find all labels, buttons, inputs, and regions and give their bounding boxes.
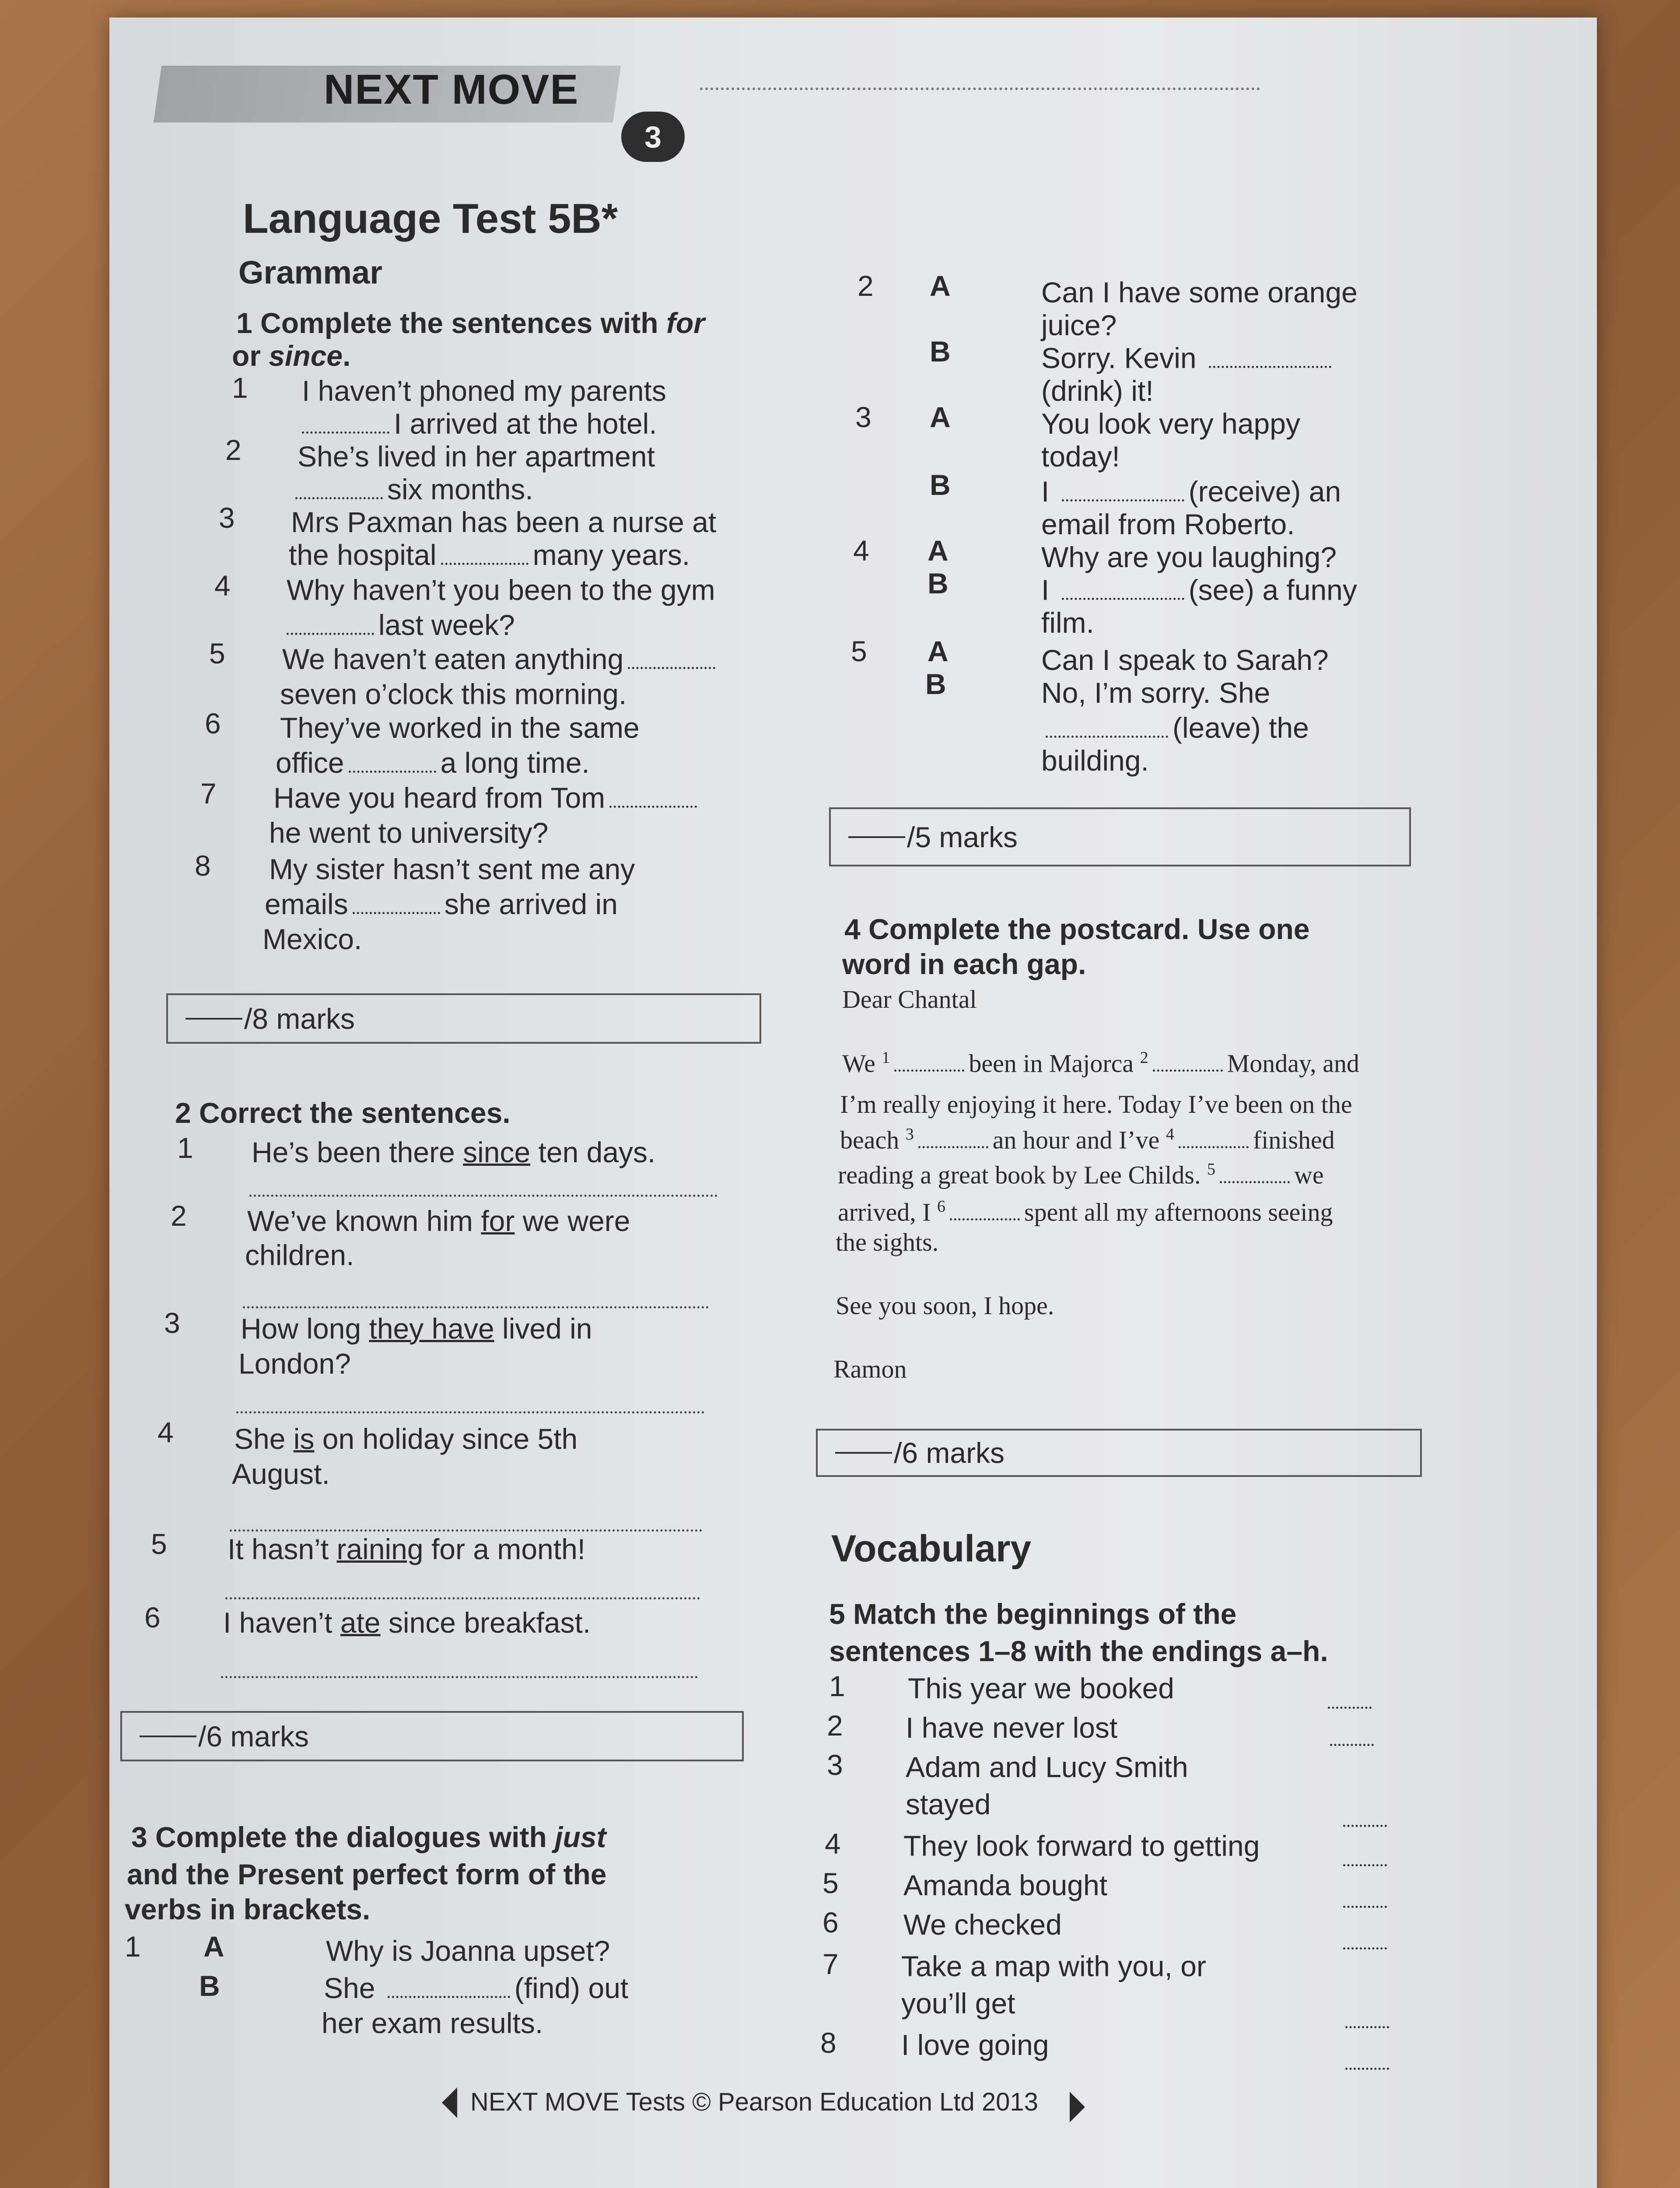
ex2-item-number: 2: [171, 1199, 187, 1232]
ex3-marks-box[interactable]: /5 marks: [829, 807, 1411, 866]
ex3-d1-b-line2: her exam results.: [322, 2007, 543, 2039]
footer-copyright: NEXT MOVE Tests © Pearson Education Ltd 2013: [470, 2088, 1038, 2116]
ex4-marks-box[interactable]: /6 marks: [816, 1429, 1422, 1477]
speaker-a-label: A: [930, 401, 951, 433]
ex3-d4-b-line1: I (see) a funny: [1041, 574, 1357, 606]
postcard-gap[interactable]: [1153, 1069, 1223, 1072]
answer-gap[interactable]: [1209, 366, 1331, 368]
speaker-a-label: A: [930, 270, 951, 302]
ex1-item-number: 6: [205, 707, 221, 740]
postcard-gap[interactable]: [1220, 1181, 1290, 1183]
ex2-answer-line[interactable]: [225, 1597, 700, 1599]
answer-gap[interactable]: [295, 497, 383, 499]
postcard-line-4: reading a great book by Lee Childs. $^5$ we: [838, 1160, 1324, 1189]
ex5-item-2: I have never lost: [906, 1711, 1118, 1744]
postcard-gap[interactable]: [894, 1069, 964, 1072]
ex3-dialogue-number: 4: [853, 534, 869, 567]
speaker-a-label: A: [203, 1930, 224, 1963]
ex1-item-number: 8: [195, 849, 211, 882]
answer-gap[interactable]: [441, 563, 528, 565]
ex5-item-7-line1: Take a map with you, or: [901, 1950, 1206, 1982]
ex3-instruction-line3: verbs in brackets.: [125, 1893, 371, 1925]
ex5-item-7-line2: you’ll get: [901, 1987, 1015, 2020]
vocabulary-heading: Vocabulary: [831, 1528, 1032, 1570]
ex1-item-5-line2: seven o’clock this morning.: [280, 678, 627, 710]
series-logo: NEXT MOVE: [324, 66, 579, 113]
ex3-d2-b-line1: Sorry. Kevin: [1041, 341, 1336, 375]
answer-gap[interactable]: [1062, 499, 1184, 501]
ex5-answer-gap[interactable]: [1343, 1947, 1387, 1950]
ex5-answer-gap[interactable]: [1343, 1864, 1387, 1866]
ex5-answer-gap[interactable]: [1343, 1906, 1387, 1908]
answer-gap[interactable]: [1046, 736, 1168, 738]
ex1-item-8-line2: emails she arrived in: [265, 888, 618, 920]
ex3-dialogue-number: 2: [858, 270, 874, 302]
ex3-d3-b-line2: email from Roberto.: [1041, 508, 1295, 540]
ex5-item-number: 7: [822, 1948, 839, 1980]
ex5-answer-gap[interactable]: [1328, 1707, 1372, 1709]
answer-gap[interactable]: [628, 667, 715, 669]
speaker-a-label: A: [928, 534, 948, 567]
ex1-item-8-line3: Mexico.: [262, 923, 362, 955]
postcard-line-6: the sights.: [836, 1228, 939, 1256]
ex3-instruction-line2: and the Present perfect form of the: [127, 1858, 607, 1890]
ex5-item-number: 8: [820, 2027, 836, 2059]
ex3-d5-b-line1: No, I’m sorry. She: [1041, 677, 1270, 709]
ex1-instruction-line2: or since.: [232, 340, 351, 372]
ex2-item-2-line2: children.: [245, 1239, 354, 1271]
ex1-item-number: 3: [219, 501, 235, 534]
answer-gap[interactable]: [1062, 598, 1184, 600]
name-line[interactable]: [700, 88, 1260, 90]
ex4-instruction-line2: word in each gap.: [842, 948, 1086, 980]
ex5-item-number: 3: [827, 1749, 843, 1781]
ex3-d5-a: Can I speak to Sarah?: [1041, 644, 1329, 676]
ex2-item-2-line1: We’ve known him for we were: [247, 1205, 630, 1237]
ex1-item-3-line1: Mrs Paxman has been a nurse at: [291, 506, 717, 538]
answer-gap[interactable]: [609, 806, 697, 808]
ex2-item-number: 4: [158, 1416, 174, 1448]
speaker-a-label: A: [928, 635, 948, 667]
ex5-item-number: 1: [829, 1670, 845, 1702]
ex3-d5-b-line2: (leave) the: [1041, 711, 1309, 744]
ex3-d1-a: Why is Joanna upset?: [326, 1935, 610, 1967]
postcard-line-1: We $^1$ been in Majorca $^2$ Monday, and: [842, 1048, 1359, 1078]
ex3-instruction: 3 Complete the dialogues with just: [131, 1821, 606, 1853]
ex5-item-5: Amanda bought: [903, 1869, 1108, 1901]
ex1-item-5-line1: We haven’t eaten anything: [282, 642, 720, 676]
ex1-item-6-line2: office a long time.: [276, 747, 590, 779]
postcard-gap[interactable]: [918, 1146, 988, 1148]
postcard-gap[interactable]: [1179, 1146, 1249, 1148]
ex3-d1-b-line1: She (find) out: [324, 1972, 629, 2004]
ex1-item-2-line2: six months.: [291, 473, 533, 506]
speaker-b-label: B: [199, 1970, 220, 2002]
ex5-item-4: They look forward to getting: [903, 1830, 1260, 1862]
prev-arrow-icon: [442, 2087, 457, 2118]
ex5-answer-gap[interactable]: [1345, 2026, 1389, 2028]
ex2-item-5: It hasn’t raining for a month!: [228, 1533, 586, 1565]
ex2-answer-line[interactable]: [230, 1529, 702, 1532]
ex1-item-7-line2: he went to university?: [269, 817, 549, 849]
speaker-b-label: B: [930, 335, 951, 368]
answer-gap[interactable]: [287, 633, 374, 635]
ex3-d3-a-line2: today!: [1041, 440, 1120, 473]
ex3-d2-b-line2: (drink) it!: [1041, 375, 1154, 407]
ex2-item-4-line1: She is on holiday since 5th: [234, 1423, 578, 1455]
grammar-heading: Grammar: [238, 254, 383, 291]
ex2-item-6: I haven’t ate since breakfast.: [223, 1606, 591, 1639]
ex3-d3-a-line1: You look very happy: [1041, 407, 1300, 440]
ex1-item-number: 2: [225, 434, 242, 466]
ex3-dialogue-number: 1: [125, 1930, 141, 1963]
ex1-item-3-line2: the hospital many years.: [289, 539, 690, 571]
ex5-item-3-line2: stayed: [906, 1788, 991, 1820]
next-arrow-icon: [1070, 2092, 1085, 2122]
ex1-item-number: 5: [209, 637, 225, 670]
ex2-item-number: 5: [151, 1528, 167, 1560]
ex3-d2-a-line2: juice?: [1041, 309, 1117, 341]
answer-gap[interactable]: [349, 771, 436, 773]
speaker-b-label: B: [928, 567, 948, 600]
ex3-dialogue-number: 5: [851, 635, 867, 667]
postcard-signature: Ramon: [833, 1355, 907, 1383]
ex2-item-number: 1: [177, 1132, 193, 1164]
answer-gap[interactable]: [353, 912, 440, 914]
ex2-item-1: He’s been there since ten days.: [252, 1136, 656, 1168]
ex1-item-1-line2: I arrived at the hotel.: [298, 407, 657, 440]
ex5-answer-gap[interactable]: [1330, 1744, 1374, 1746]
ex1-item-7-line1: Have you heard from Tom: [273, 781, 701, 814]
ex2-item-3-line2: London?: [238, 1347, 351, 1380]
ex2-answer-line[interactable]: [249, 1195, 718, 1197]
ex1-item-4-line1: Why haven’t you been to the gym: [287, 574, 715, 606]
postcard-line-2: I’m really enjoying it here. Today I’ve been on the: [840, 1090, 1352, 1119]
ex5-item-1: This year we booked: [908, 1672, 1174, 1704]
ex5-item-number: 6: [822, 1906, 839, 1939]
ex1-instruction: 1 Complete the sentences with for: [236, 307, 705, 339]
ex1-item-1-line1: I haven’t phoned my parents: [302, 375, 666, 407]
ex1-item-number: 1: [232, 372, 248, 404]
speaker-b-label: B: [930, 469, 951, 501]
speaker-b-label: B: [925, 668, 946, 700]
ex2-item-3-line1: How long they have lived in: [241, 1312, 592, 1345]
ex5-instruction: 5 Match the beginnings of the: [829, 1598, 1237, 1630]
postcard-closing: See you soon, I hope.: [836, 1291, 1054, 1320]
ex3-d5-b-line3: building.: [1041, 744, 1149, 777]
level-badge: 3: [621, 112, 685, 162]
ex3-d4-b-line2: film.: [1041, 607, 1094, 639]
ex1-item-4-line2: last week?: [282, 608, 515, 642]
ex1-marks-box[interactable]: /8 marks: [166, 993, 761, 1044]
page-title: Language Test 5B*: [243, 195, 618, 242]
ex5-item-8: I love going: [901, 2029, 1049, 2061]
ex5-item-number: 4: [825, 1827, 841, 1860]
ex2-answer-line[interactable]: [236, 1411, 704, 1413]
postcard-greeting: Dear Chantal: [842, 985, 977, 1013]
postcard-line-5: arrived, I $^6$ spent all my afternoons seeing: [838, 1197, 1333, 1227]
ex5-item-3-line1: Adam and Lucy Smith: [906, 1751, 1188, 1783]
answer-gap[interactable]: [302, 431, 389, 434]
ex5-item-6: We checked: [903, 1908, 1062, 1941]
ex1-item-8-line1: My sister hasn’t sent me any: [269, 853, 635, 885]
ex5-instruction-line2: sentences 1–8 with the endings a–h.: [829, 1635, 1328, 1667]
ex2-instruction: 2 Correct the sentences.: [175, 1097, 511, 1129]
ex2-marks-box[interactable]: /6 marks: [120, 1711, 744, 1761]
ex2-item-number: 6: [144, 1601, 161, 1634]
ex4-instruction: 4 Complete the postcard. Use one: [844, 913, 1310, 945]
ex2-answer-line[interactable]: [221, 1676, 698, 1678]
ex2-item-number: 3: [164, 1307, 180, 1339]
postcard-line-3: beach $^3$ an hour and I’ve $^4$ finished: [840, 1125, 1335, 1154]
postcard-gap[interactable]: [950, 1218, 1020, 1220]
ex2-item-4-line2: August.: [232, 1458, 330, 1490]
answer-gap[interactable]: [388, 1996, 510, 1998]
ex3-d2-a-line1: Can I have some orange: [1041, 276, 1358, 309]
ex1-item-2-line1: She’s lived in her apartment: [298, 440, 655, 473]
ex5-item-number: 2: [827, 1709, 843, 1742]
ex5-answer-gap[interactable]: [1345, 2068, 1389, 2070]
ex2-answer-line[interactable]: [243, 1306, 709, 1308]
ex3-d3-b-line1: I (receive) an: [1041, 475, 1341, 508]
ex5-answer-gap[interactable]: [1343, 1825, 1387, 1827]
ex1-item-number: 4: [214, 569, 231, 602]
ex3-dialogue-number: 3: [855, 401, 872, 433]
ex1-item-number: 7: [200, 777, 217, 810]
ex5-item-number: 5: [822, 1867, 839, 1899]
ex1-item-6-line1: They’ve worked in the same: [280, 712, 640, 744]
ex3-d4-a: Why are you laughing?: [1041, 541, 1337, 573]
